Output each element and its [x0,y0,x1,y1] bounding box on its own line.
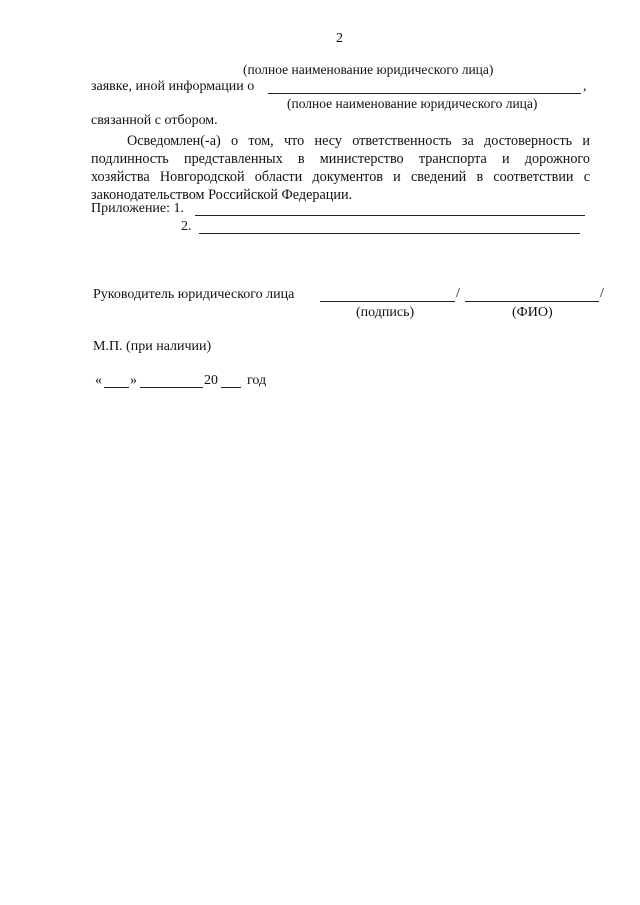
attachment-1-blank[interactable] [195,215,585,216]
acknowledgement-line-4: законодательством Российской Федерации. [91,187,353,203]
signature-separator-2: / [600,286,604,301]
related-to-selection-text: связанной с отбором. [91,113,218,128]
caption-legal-name-top: (полное наименование юридического лица) [243,62,494,77]
date-open-quote: « [95,373,102,388]
full-name-caption: (ФИО) [512,305,553,320]
attachment-2-blank[interactable] [199,233,580,234]
acknowledgement-line-2: подлинность представленных в министерство транспорта и дорожного [91,151,590,167]
date-day-blank[interactable] [104,387,129,388]
date-year-word: год [247,373,267,388]
date-century: 20 [204,373,218,388]
application-info-text: заявке, иной информации о [91,79,255,94]
trailing-comma: , [583,79,587,94]
signature-caption: (подпись) [356,305,415,320]
legal-entity-name-blank [268,93,581,94]
head-of-legal-entity-label: Руководитель юридического лица [93,287,295,302]
attachment-2-number: 2. [181,219,192,234]
signature-separator-1: / [456,286,460,301]
caption-legal-name-bottom: (полное наименование юридического лица) [287,96,538,111]
signature-blank[interactable] [320,301,455,302]
attachments-label: Приложение: 1. [91,201,185,216]
date-close-quote: » [130,373,137,388]
date-year-blank[interactable] [221,387,241,388]
acknowledgement-line-3: хозяйства Новгородской области документов и сведений в соответствии с [91,169,590,185]
stamp-label: М.П. (при наличии) [93,339,212,354]
acknowledgement-paragraph [91,132,590,204]
full-name-blank[interactable] [465,301,599,302]
date-month-blank[interactable] [140,387,203,388]
acknowledgement-line-1: Осведомлен(-а) о том, что несу ответственность за достоверность и [127,133,590,149]
page-number: 2 [336,31,343,46]
